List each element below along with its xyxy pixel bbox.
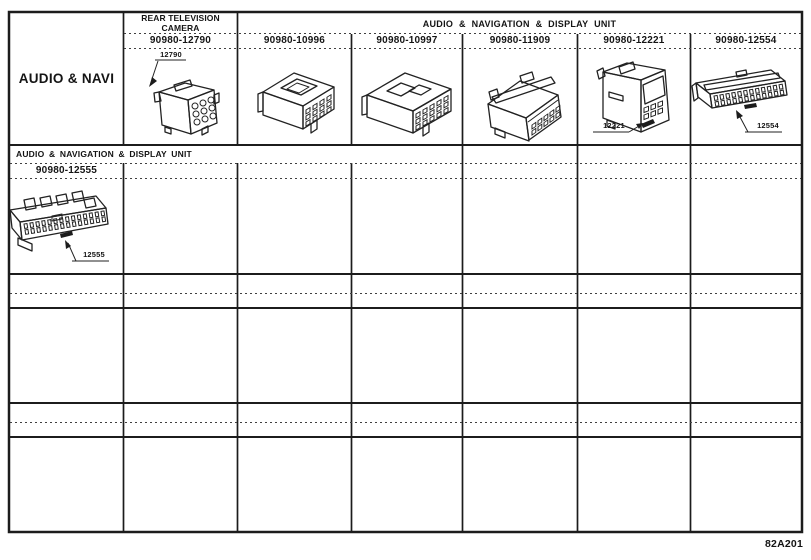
section-label-audio-navigation-display-unit: AUDIO & NAVIGATION & DISPLAY UNIT: [16, 149, 192, 159]
header-camera-line1: REAR TELEVISION: [141, 13, 220, 23]
connector-drawing-10996: [237, 48, 351, 144]
connector-drawing-11909: [462, 48, 577, 144]
header-camera-line2: CAMERA: [161, 22, 200, 33]
connector-drawing-12555: [8, 178, 123, 274]
connector-10996-icon: [237, 48, 351, 144]
part-number-90980-10997: 90980-10997: [376, 35, 438, 46]
part-number-90980-12555: 90980-12555: [35, 165, 98, 176]
part-number-90980-12221: 90980-12221: [603, 35, 665, 46]
connector-10997-icon: [351, 48, 462, 144]
callout-label-12221: 12221: [603, 121, 625, 130]
connector-drawing-12221: [577, 48, 690, 144]
callout-label-12790: 12790: [160, 50, 182, 59]
connector-drawing-12554: [690, 48, 803, 144]
header-rear-television-camera: [124, 14, 237, 33]
connector-11909-icon: [462, 48, 577, 144]
connector-12790-icon: [123, 48, 237, 144]
callout-label-12555: 12555: [83, 250, 105, 259]
connector-drawing-12790: [123, 48, 237, 144]
part-number-90980-12790: 90980-12790: [149, 35, 212, 46]
callout-label-12554: 12554: [757, 121, 779, 130]
connector-12554-icon: [690, 48, 803, 144]
part-number-90980-12554: 90980-12554: [715, 35, 777, 46]
header-audio-navigation-display-unit: AUDIO & NAVIGATION & DISPLAY UNIT: [422, 18, 617, 29]
group-label-audio-navi: AUDIO & NAVI: [18, 71, 115, 86]
part-number-90980-10996: 90980-10996: [263, 35, 326, 46]
connector-12221-icon: [577, 48, 690, 144]
part-number-90980-11909: 90980-11909: [489, 35, 551, 46]
connector-drawing-10997: [351, 48, 462, 144]
figure-code: 82A201: [765, 538, 803, 550]
connector-12555-icon: [8, 178, 123, 274]
